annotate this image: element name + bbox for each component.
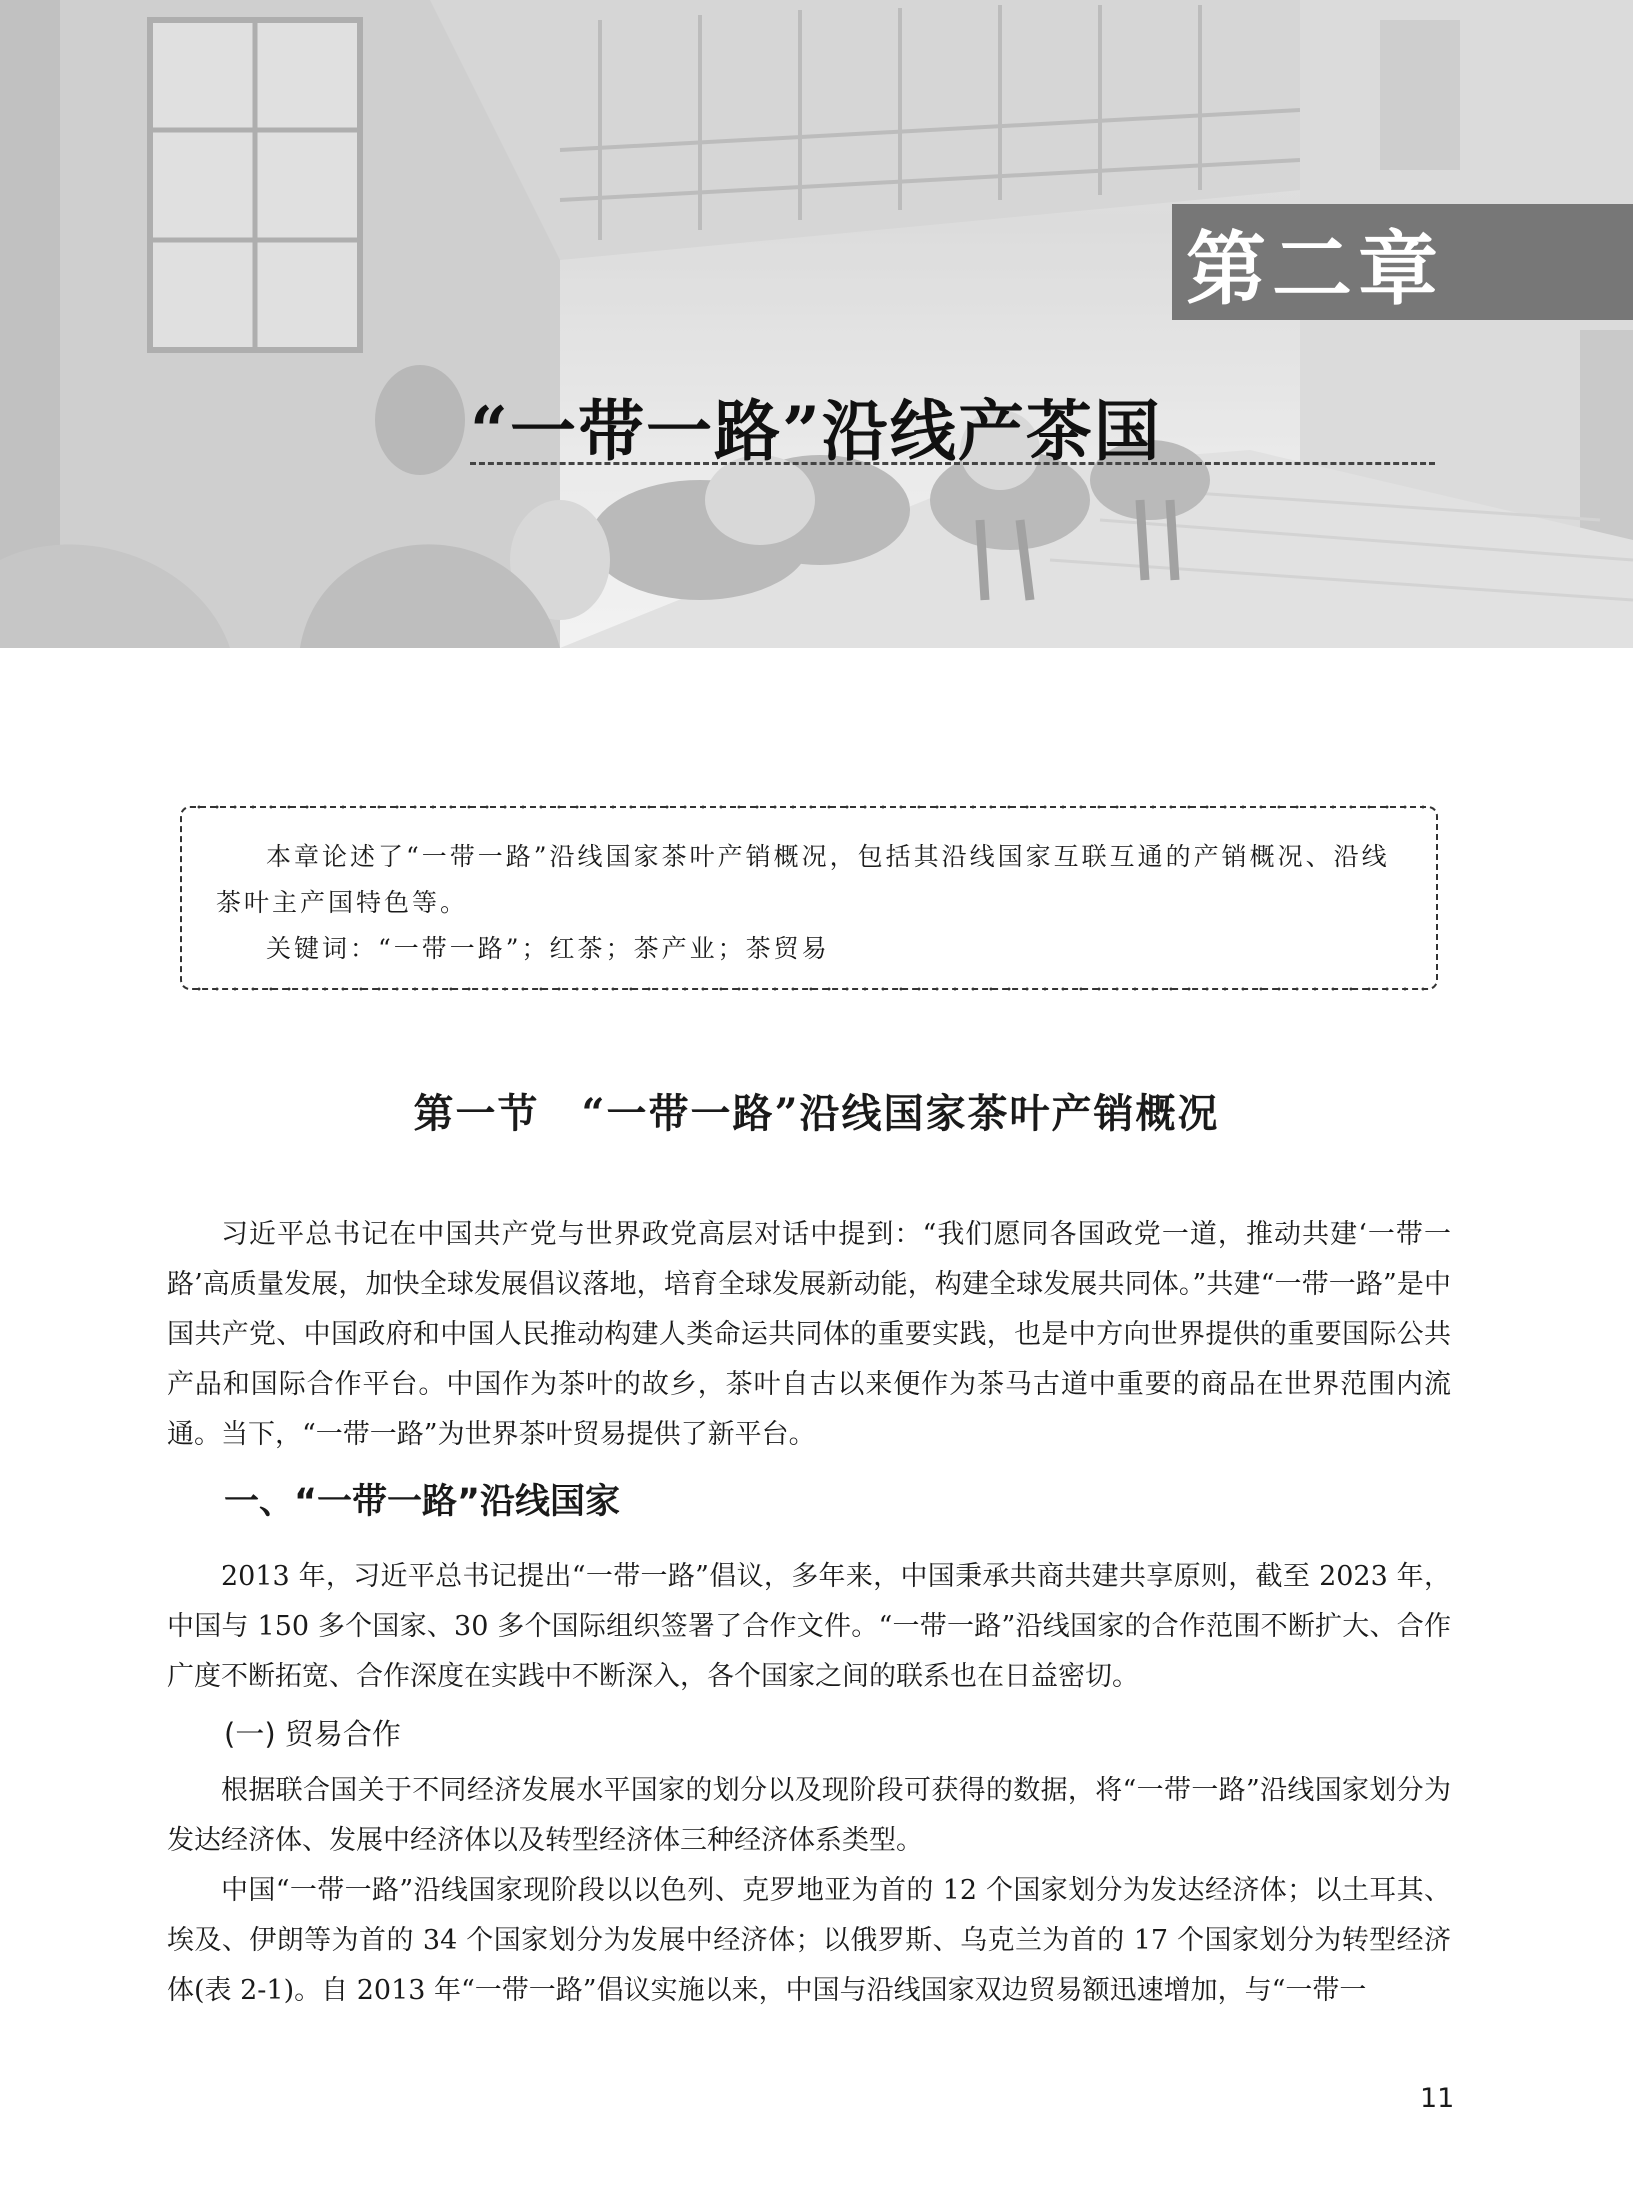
chapter-abstract-box <box>180 806 1438 990</box>
title-divider <box>470 462 1435 465</box>
section-heading: 第一节 “一带一路”沿线国家茶叶产销概况 <box>413 1090 1220 1137</box>
trade-paragraph-1: 根据联合国关于不同经济发展水平国家的划分以及现阶段可获得的数据，将“一带一路”沿线国家划分为发达经济体、发展中经济体以及转型经济体三种经济体系类型。 <box>167 1775 1451 1856</box>
banner-photo <box>0 0 1633 648</box>
subsection-heading: 一、“一带一路”沿线国家 <box>224 1482 621 1522</box>
page-number: 11 <box>1420 2083 1455 2114</box>
trade-block <box>167 1766 1451 2016</box>
decorative-border-bottom <box>190 984 1428 994</box>
chapter-banner <box>0 0 1633 648</box>
intro-block <box>167 1210 1451 1460</box>
chapter-label: 第二章 <box>1172 204 1633 320</box>
decorative-border-top <box>190 802 1428 812</box>
abstract-summary: 本章论述了“一带一路”沿线国家茶叶产销概况，包括其沿线国家互联互通的产销概况、沿线茶叶主产国特色等。 <box>216 842 1390 917</box>
subsection-paragraph: 2013 年，习近平总书记提出“一带一路”倡议，多年来，中国秉承共商共建共享原则，截至 2023 年，中国与 150 多个国家、30 多个国际组织签署了合作文件。“一带一路”沿线国家的合作范围不断扩大、合作广度不断拓宽、合作深度在实践中不断深入，各个国家之间的联系也在日益密切。 <box>167 1561 1451 1692</box>
sub-subsection-heading: (一) 贸易合作 <box>224 1717 401 1751</box>
intro-paragraph: 习近平总书记在中国共产党与世界政党高层对话中提到：“我们愿同各国政党一道，推动共建‘一带一路’高质量发展，加快全球发展倡议落地，培育全球发展新动能，构建全球发展共同体。”共建“一带一路”是中国共产党、中国政府和中国人民推动构建人类命运共同体的重要实践，也是中方向世界提供的重要国际公共产品和国际合作平台。中国作为茶叶的故乡，茶叶自古以来便作为茶马古道中重要的商品在世界范围内流通。当下，“一带一路”为世界茶叶贸易提供了新平台。 <box>167 1219 1451 1450</box>
chapter-title: “一带一路”沿线产茶国 <box>470 392 1162 470</box>
subsection-block <box>167 1552 1451 1702</box>
trade-paragraph-2: 中国“一带一路”沿线国家现阶段以以色列、克罗地亚为首的 12 个国家划分为发达经济体；以土耳其、埃及、伊朗等为首的 34 个国家划分为发展中经济体；以俄罗斯、乌克兰为首的 17 个国家划分为转型经济体(表 2-1)。自 2013 年“一带一路”倡议实施以来，中国与沿线国家双边贸易额迅速增加，与“一带一 <box>167 1875 1451 2006</box>
abstract-keywords: 关键词：“一带一路”；红茶；茶产业；茶贸易 <box>266 934 830 963</box>
